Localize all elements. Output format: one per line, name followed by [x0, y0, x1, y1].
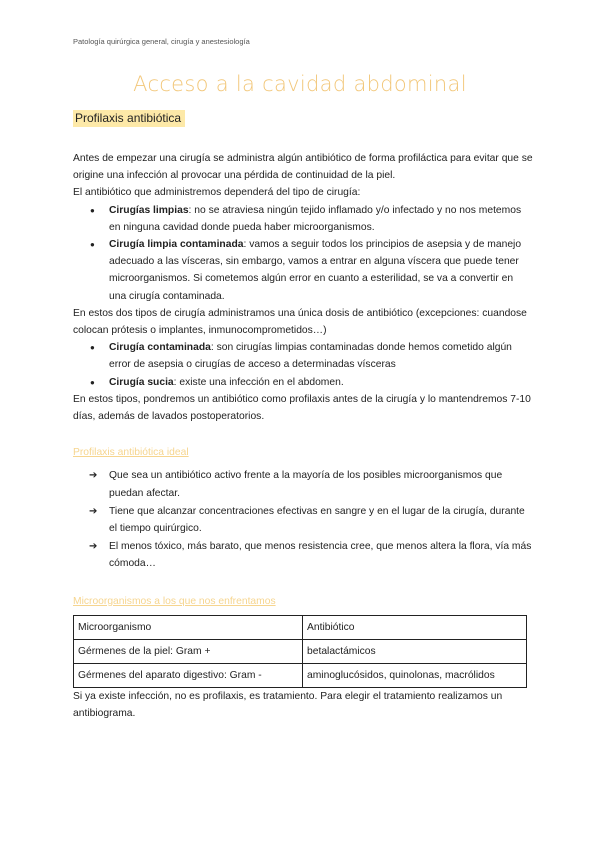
definition: : vamos a seguir todos los principios de asepsia y de manejo adecuado a las vísceras, sin embargo, vamos a entrar en alguna víscera que puede tener microorganismos. Si cometemos algún error en cuanto a esterilidad, se va a convertir en una cirugía contaminada. [109, 239, 522, 302]
table-header-row [74, 615, 527, 639]
table-header-cell: Microorganismo [74, 615, 303, 639]
list-item [109, 236, 533, 305]
mid-paragraph: En estos dos tipos de cirugía administramos una única dosis de antibiótico (excepciones: cuandose colocan prótesis o implantes, inmunocomprometidos…) [73, 307, 527, 337]
list-item [109, 374, 533, 391]
intro-paragraph-2: El antibiótico que administremos dependerá del tipo de cirugía: [73, 187, 361, 199]
running-header: Patología quirúrgica general, cirugía y anestesiología [73, 37, 250, 46]
term: Cirugías limpias [109, 204, 189, 216]
list-item: ➔ Tiene que alcanzar concentraciones efectivas en sangre y en el lugar de la cirugía, durante el tiempo quirúrgico. [109, 503, 533, 537]
section-heading: Profilaxis antibiótica [73, 110, 185, 127]
list-item [109, 202, 533, 236]
surgery-types-list [73, 202, 533, 305]
ideal-prophylaxis-heading: Profilaxis antibiótica ideal [73, 447, 189, 459]
table-header-cell: Antibiótico [303, 615, 527, 639]
term: Cirugía limpia contaminada [109, 239, 244, 251]
term: Cirugía sucia [109, 376, 174, 388]
table-row [74, 663, 527, 687]
body-content [73, 150, 533, 722]
definition: : existe una infección en el abdomen. [173, 376, 344, 388]
definition: : no se atraviesa ningún tejido inflamado y/o infectado y no nos metemos en ninguna cavidad donde pueda haber microorganismos. [109, 204, 522, 233]
surgery-types-list-2 [73, 339, 533, 391]
list-item: ➔ Que sea un antibiótico activo frente a la mayoría de los posibles microorganismos que puedan afectar. [109, 467, 533, 501]
treatment-note: Si ya existe infección, no es profilaxis, es tratamiento. Para elegir el tratamiento realizamos un antibiograma. [73, 690, 503, 720]
page-title: Acceso a la cavidad abdominal [133, 72, 467, 96]
table-cell: Gérmenes de la piel: Gram + [74, 639, 303, 663]
table-cell: aminoglucósidos, quinolonas, macrólidos [303, 663, 527, 687]
intro-paragraph: Antes de empezar una cirugía se administra algún antibiótico de forma profiláctica para evitar que se origine una infección al provocar una pérdida de continuidad de la piel. [73, 153, 533, 182]
table-cell: Gérmenes del aparato digestivo: Gram - [74, 663, 303, 687]
antibiotic-table [73, 615, 527, 688]
table-row [74, 639, 527, 663]
list-item: ➔ El menos tóxico, más barato, que menos resistencia cree, que menos altera la flora, vía más cómoda… [109, 538, 533, 572]
microorganisms-heading: Microorganismos a los que nos enfrentamos [73, 595, 276, 607]
table-cell: betalactámicos [303, 639, 527, 663]
ideal-criteria-list [73, 467, 533, 572]
list-item [109, 339, 533, 373]
term: Cirugía contaminada [109, 342, 211, 354]
definition: : son cirugías limpias contaminadas donde hemos cometido algún error de asepsia o cirugías de acceso a determinadas vísceras [109, 342, 512, 371]
closing-paragraph: En estos tipos, pondremos un antibiótico como profilaxis antes de la cirugía y lo mantendremos 7-10 días, además de lavados postoperatorios. [73, 393, 531, 423]
